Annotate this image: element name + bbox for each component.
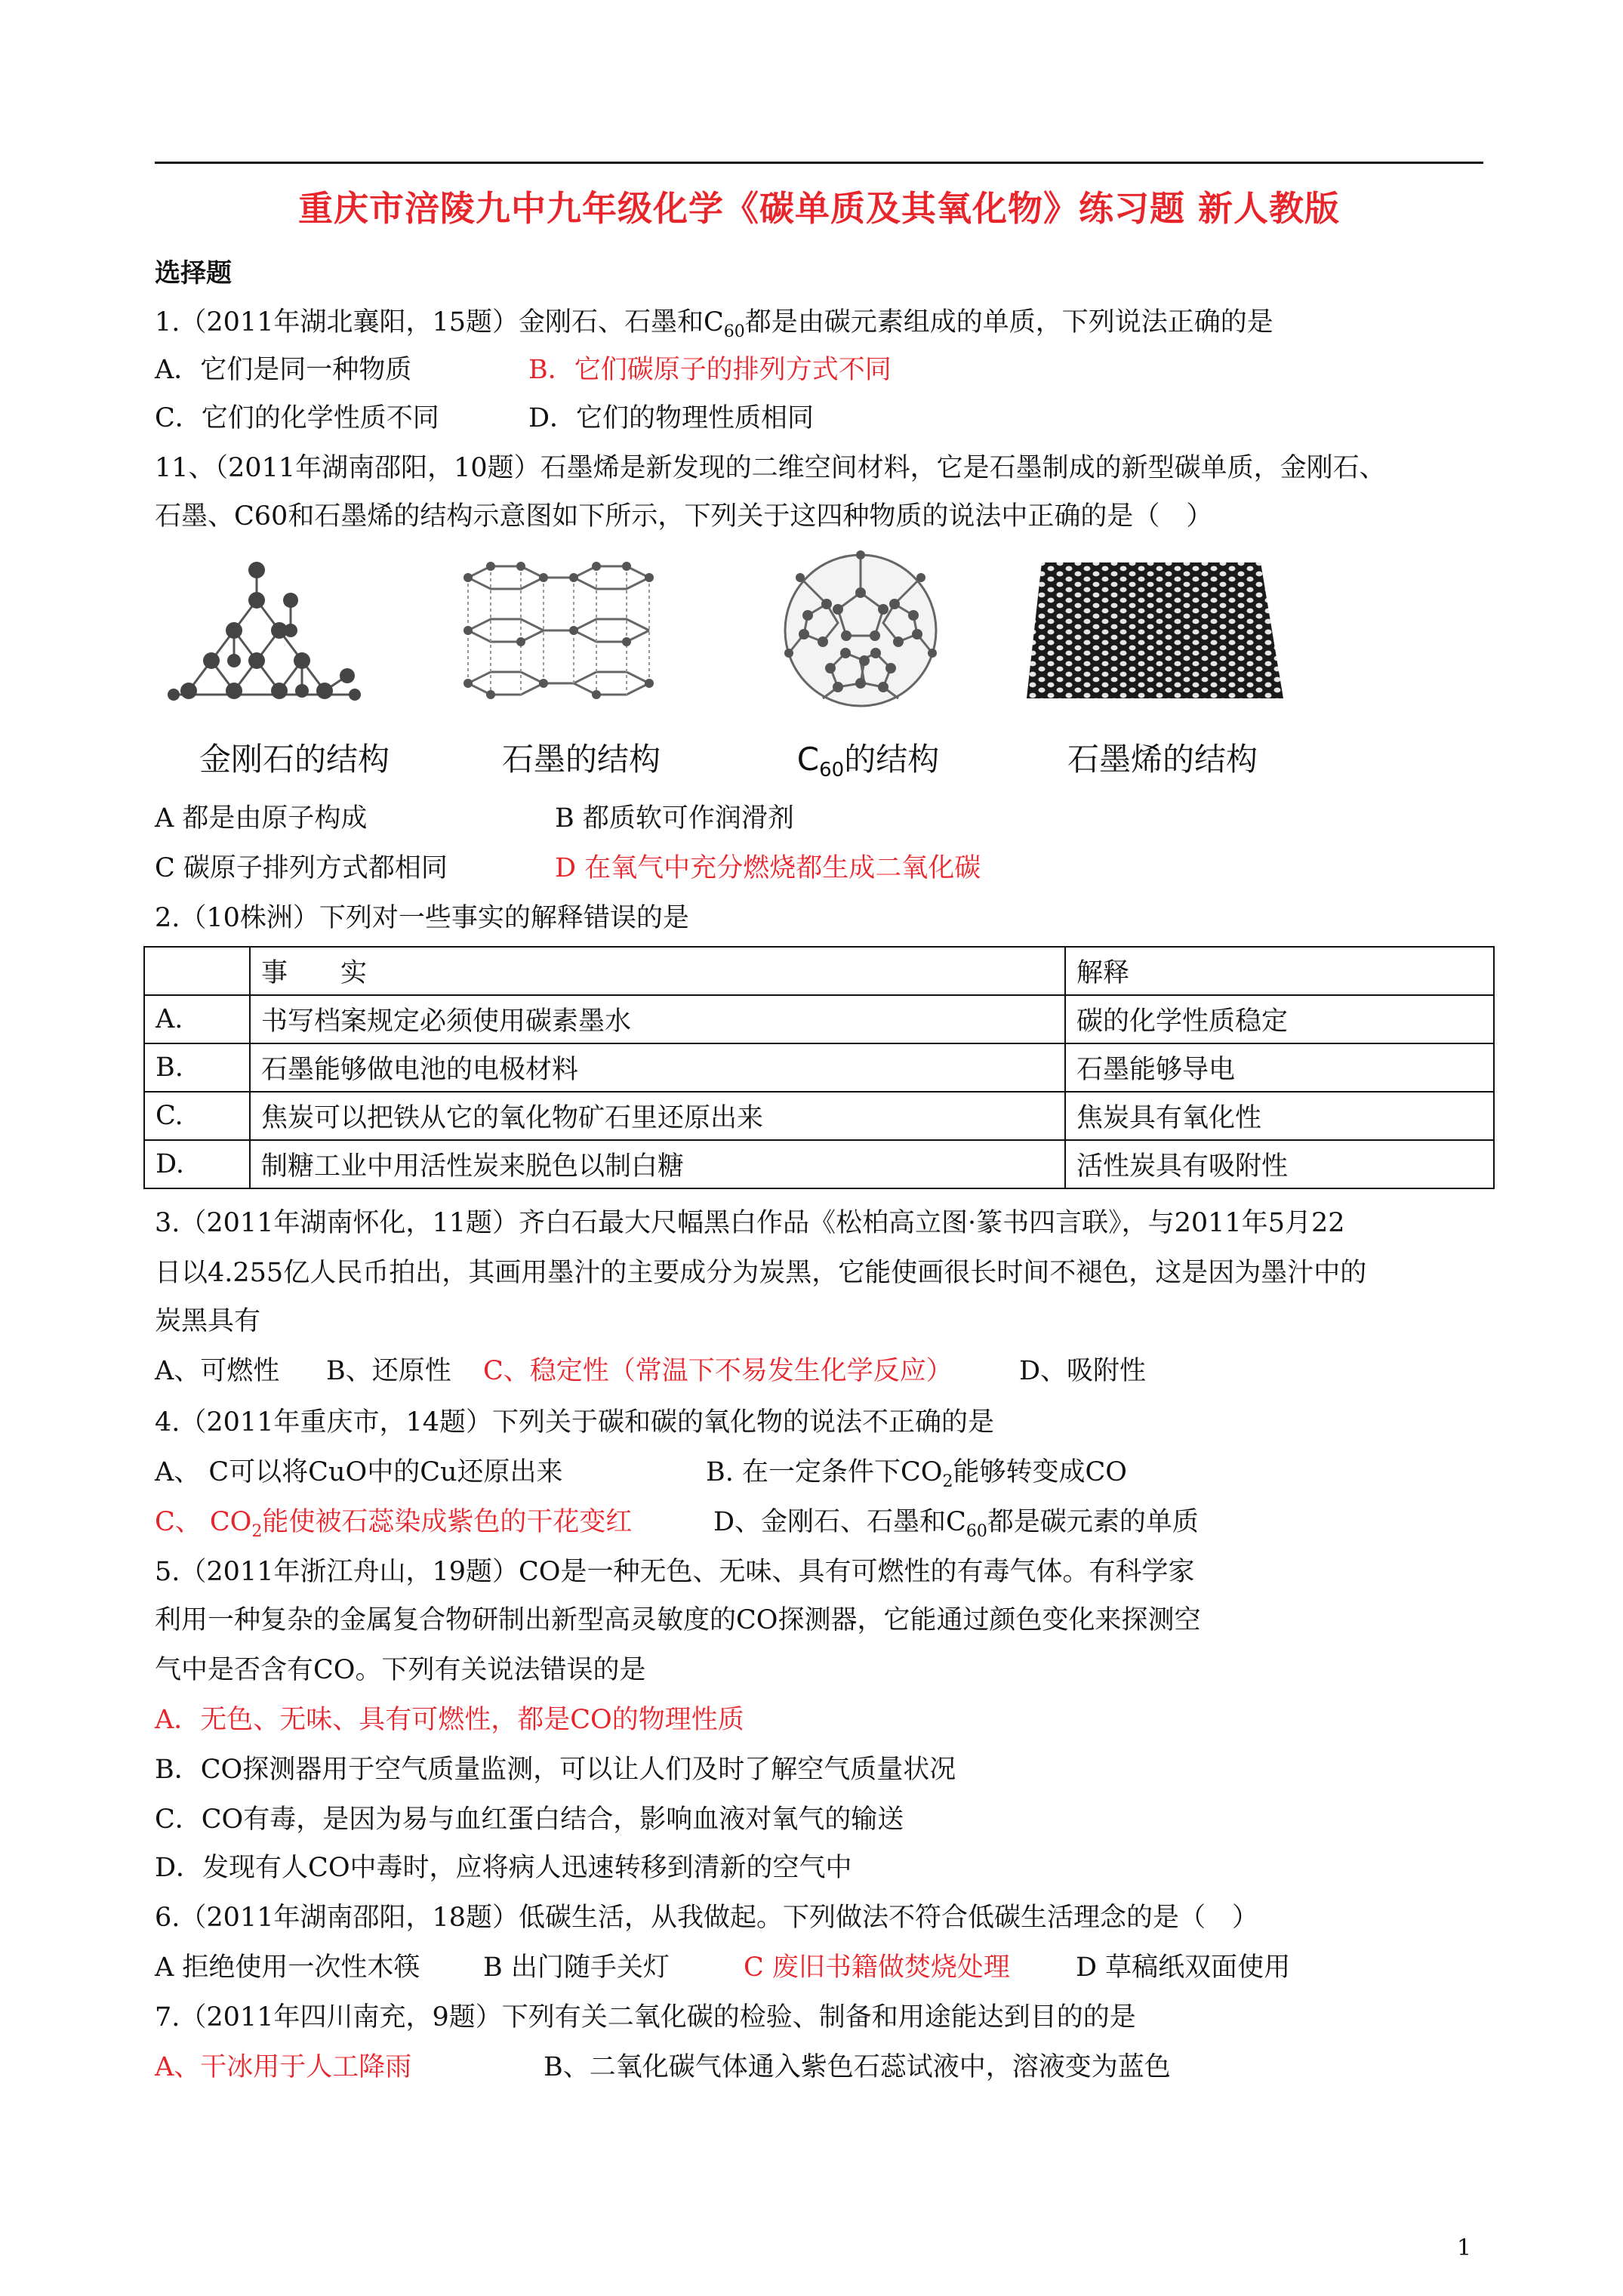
c60-caption: C60的结构 bbox=[796, 741, 940, 781]
q4-stem: 4.（2011年重庆市，14题）下列关于碳和碳的氧化物的说法不正确的是 bbox=[155, 1407, 995, 1438]
graphene-caption: 石墨烯的结构 bbox=[1067, 741, 1258, 778]
q4-option-c-answer: C、 $CO_2$能使被石蕊染成紫色的干花变红 bbox=[155, 1507, 633, 1541]
section-heading: 选择题 bbox=[155, 258, 232, 288]
q7-stem: 7.（2011年四川南充，9题）下列有关二氧化碳的检验、制备和用途能达到目的的是 bbox=[155, 2002, 1136, 2032]
table-row bbox=[144, 1140, 1494, 1188]
table-cell: A. bbox=[144, 995, 250, 1043]
table-header-row bbox=[144, 947, 1494, 995]
q4-option-a: A、 C可以将CuO中的Cu还原出来 bbox=[155, 1457, 563, 1487]
table-cell: 制糖工业中用活性炭来脱色以制白糖 bbox=[250, 1140, 1065, 1188]
q5-stem-line1: 5.（2011年浙江舟山，19题）CO是一种无色、无味、具有可燃性的有毒气体。有科学家 bbox=[155, 1557, 1195, 1587]
q1-option-a: A．它们是同一种物质 bbox=[155, 355, 412, 385]
q5-stem-line3: 气中是否含有CO。下列有关说法错误的是 bbox=[155, 1655, 646, 1685]
q11-option-a: A 都是由原子构成 bbox=[155, 803, 368, 834]
q6-option-a: A 拒绝使用一次性木筷 bbox=[155, 1952, 420, 1983]
graphene-structure bbox=[1019, 547, 1306, 781]
q1-stem: 1.（2011年湖北襄阳，15题）金刚石、石墨和$C_{60}$都是由碳元素组成的单质，下列说法正确的是 bbox=[155, 307, 1273, 341]
table-cell: 焦炭可以把铁从它的氧化物矿石里还原出来 bbox=[250, 1092, 1065, 1140]
diamond-structure bbox=[159, 547, 430, 781]
q7-option-a-answer: A、干冰用于人工降雨 bbox=[155, 2052, 412, 2082]
q7-option-b: B、二氧化碳气体通入紫色石蕊试液中，溶液变为蓝色 bbox=[544, 2052, 1171, 2082]
table-cell: 事 实 bbox=[250, 947, 1065, 995]
q1-option-c: C．它们的化学性质不同 bbox=[155, 403, 439, 433]
table-row bbox=[144, 995, 1494, 1043]
table-cell: 解释 bbox=[1065, 947, 1494, 995]
page-title: 重庆市涪陵九中九年级化学《碳单质及其氧化物》练习题 新人教版 bbox=[297, 188, 1340, 229]
q6-stem: 6.（2011年湖南邵阳，18题）低碳生活，从我做起。下列做法不符合低碳生活理念的是（ ） bbox=[155, 1903, 1259, 1933]
table-cell: 石墨能够导电 bbox=[1065, 1043, 1494, 1092]
carbon-structures-figure bbox=[159, 547, 1306, 781]
q2-facts-table bbox=[143, 946, 1495, 1189]
diamond-structure-icon bbox=[159, 547, 430, 736]
q1-option-d: D．它们的物理性质相同 bbox=[528, 403, 815, 433]
table-row bbox=[144, 1092, 1494, 1140]
table-cell: B. bbox=[144, 1043, 250, 1092]
q11-option-d-answer: D 在氧气中充分燃烧都生成二氧化碳 bbox=[555, 853, 981, 883]
table-cell: 焦炭具有氧化性 bbox=[1065, 1092, 1494, 1140]
table-cell: 石墨能够做电池的电极材料 bbox=[250, 1043, 1065, 1092]
table-cell: 活性炭具有吸附性 bbox=[1065, 1140, 1494, 1188]
table-cell: 书写档案规定必须使用碳素墨水 bbox=[250, 995, 1065, 1043]
page-number: 1 bbox=[1457, 2235, 1472, 2261]
q5-option-d: D．发现有人CO中毒时，应将病人迅速转移到清新的空气中 bbox=[155, 1853, 852, 1883]
q3-stem-line3: 炭黑具有 bbox=[155, 1306, 261, 1336]
c60-structure-icon bbox=[732, 547, 1004, 736]
q3-option-d: D、吸附性 bbox=[1019, 1356, 1147, 1386]
q5-stem-line2: 利用一种复杂的金属复合物研制出新型高灵敏度的CO探测器，它能通过颜色变化来探测空 bbox=[155, 1605, 1201, 1635]
table-row bbox=[144, 1043, 1494, 1092]
graphite-caption: 石墨的结构 bbox=[501, 741, 661, 778]
q11-option-c: C 碳原子排列方式都相同 bbox=[155, 853, 448, 883]
graphene-structure-icon bbox=[1019, 547, 1306, 736]
table-cell: 碳的化学性质稳定 bbox=[1065, 995, 1494, 1043]
q1-option-b-answer: B．它们碳原子的排列方式不同 bbox=[528, 355, 892, 385]
q6-option-c-answer: C 废旧书籍做焚烧处理 bbox=[744, 1952, 1010, 1983]
graphite-structure-icon bbox=[445, 547, 717, 736]
q3-option-c-answer: C、稳定性（常温下不易发生化学反应） bbox=[483, 1356, 953, 1386]
c60-structure bbox=[732, 547, 1004, 781]
header-rule bbox=[155, 162, 1483, 164]
table-cell: C. bbox=[144, 1092, 250, 1140]
q6-option-d: D 草稿纸双面使用 bbox=[1076, 1952, 1291, 1983]
q6-option-b: B 出门随手关灯 bbox=[483, 1952, 670, 1983]
q11-option-b: B 都质软可作润滑剂 bbox=[555, 803, 794, 834]
q3-stem-line1: 3.（2011年湖南怀化，11题）齐白石最大尺幅黑白作品《松柏高立图·篆书四言联》，与2011年5月22 bbox=[155, 1208, 1345, 1238]
graphite-structure bbox=[445, 547, 717, 781]
q5-option-a-answer: A．无色、无味、具有可燃性，都是CO的物理性质 bbox=[155, 1705, 744, 1735]
q4-option-b: B. 在一定条件下$CO_2$能够转变成CO bbox=[706, 1457, 1127, 1491]
table-cell: D. bbox=[144, 1140, 250, 1188]
q11-stem-line2: 石墨、C60和石墨烯的结构示意图如下所示，下列关于这四种物质的说法中正确的是（ ） bbox=[155, 501, 1213, 532]
q3-stem-line2: 日以4.255亿人民币拍出，其画用墨汁的主要成分为炭黑，它能使画很长时间不褪色，这是因为墨汁中的 bbox=[155, 1258, 1367, 1288]
q11-stem-line1: 11、（2011年湖南邵阳，10题）石墨烯是新发现的二维空间材料，它是石墨制成的新型碳单质，金刚石、 bbox=[155, 453, 1386, 483]
q3-option-b: B、还原性 bbox=[326, 1356, 451, 1386]
q5-option-c: C．CO有毒，是因为易与血红蛋白结合，影响血液对氧气的输送 bbox=[155, 1804, 904, 1835]
table-cell bbox=[144, 947, 250, 995]
diamond-caption: 金刚石的结构 bbox=[199, 741, 390, 778]
q5-option-b: B．CO探测器用于空气质量监测，可以让人们及时了解空气质量状况 bbox=[155, 1755, 956, 1785]
q3-option-a: A、可燃性 bbox=[155, 1356, 280, 1386]
q4-option-d: D、金刚石、石墨和$C_{60}$都是碳元素的单质 bbox=[713, 1507, 1199, 1541]
q2-stem: 2.（10株洲）下列对一些事实的解释错误的是 bbox=[155, 903, 689, 933]
